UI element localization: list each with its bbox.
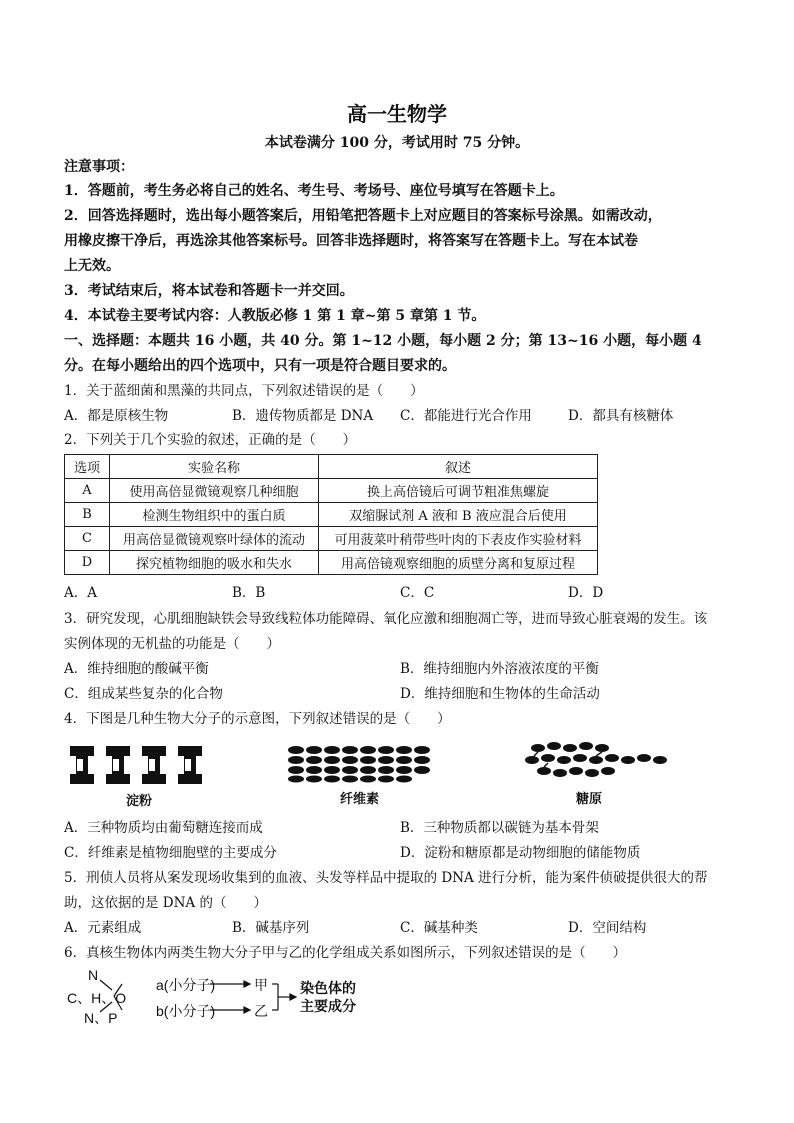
option-b: B．遗传物质都是 DNA bbox=[232, 408, 374, 424]
small-molecule-a: a(小分子) bbox=[156, 977, 216, 993]
result-label: 染色体的 bbox=[300, 981, 356, 997]
cellulose-illustration bbox=[286, 742, 436, 784]
table-cell: 探究植物细胞的吸水和失水 bbox=[110, 551, 319, 575]
option-c: C．都能进行光合作用 bbox=[400, 408, 532, 424]
table-cell: A bbox=[65, 479, 110, 503]
option-a: A．元素组成 bbox=[64, 920, 142, 936]
option-b: B．B bbox=[232, 585, 266, 601]
option-d: D．D bbox=[568, 585, 604, 601]
option-a: A．A bbox=[64, 585, 97, 601]
table-header: 实验名称 bbox=[110, 455, 319, 479]
table-header: 叙述 bbox=[319, 455, 598, 479]
table-row bbox=[65, 527, 598, 551]
notice-item: 4．本试卷主要考试内容：人教版必修 1 第 1 章~第 5 章第 1 节。 bbox=[64, 308, 486, 324]
option-d: D．都具有核糖体 bbox=[568, 408, 674, 424]
np-label: N、P bbox=[84, 1010, 118, 1026]
notice-item: 3．考试结束后，将本试卷和答题卡一并交回。 bbox=[64, 283, 354, 299]
table-cell: 用高倍镜观察细胞的质壁分离和复原过程 bbox=[319, 551, 598, 575]
question-stem: 实例体现的无机盐的功能是（ ） bbox=[64, 636, 280, 652]
option-c: C．C bbox=[400, 585, 435, 601]
table-cell: 换上高倍镜后可调节粗准焦螺旋 bbox=[319, 479, 598, 503]
macromolecule-jia: 甲 bbox=[254, 977, 268, 993]
nitrogen-label: N bbox=[88, 967, 99, 983]
notice-item: 上无效。 bbox=[64, 258, 120, 274]
cho-label: C、H、O bbox=[67, 990, 127, 1006]
starch-label: 淀粉 bbox=[126, 794, 153, 809]
question-stem: 助，这依据的是 DNA 的（ ） bbox=[64, 895, 267, 911]
table-cell: B bbox=[65, 503, 110, 527]
option-d: D．淀粉和糖原都是动物细胞的储能物质 bbox=[400, 845, 641, 861]
option-c: C．组成某些复杂的化合物 bbox=[64, 686, 223, 702]
page-title: 高一生物学 bbox=[347, 102, 447, 126]
notice-item: 2．回答选择题时，选出每小题答案后，用铅笔把答题卡上对应题目的答案标号涂黑。如需改动， bbox=[64, 208, 662, 224]
table-header-row bbox=[65, 455, 598, 479]
question-stem: 5．刑侦人员将从案发现场收集到的血液、头发等样品中提取的 DNA 进行分析，能为案件侦破提供很大的帮 bbox=[64, 870, 708, 886]
section-heading: 一、选择题：本题共 16 小题，共 40 分。第 1~12 小题，每小题 2 分；第 13~16 小题，每小题 4 bbox=[64, 333, 702, 349]
starch-illustration bbox=[66, 742, 216, 788]
notice-heading: 注意事项： bbox=[64, 159, 134, 175]
experiment-table bbox=[64, 454, 598, 575]
option-d: D．维持细胞和生物体的生命活动 bbox=[400, 686, 600, 702]
table-cell: 检测生物组织中的蛋白质 bbox=[110, 503, 319, 527]
table-cell: 用高倍显微镜观察叶绿体的流动 bbox=[110, 527, 319, 551]
option-b: B．维持细胞内外溶液浓度的平衡 bbox=[400, 661, 599, 677]
option-d: D．空间结构 bbox=[568, 920, 647, 936]
table-cell: 可用菠菜叶稍带些叶肉的下表皮作实验材料 bbox=[319, 527, 598, 551]
option-b: B．碱基序列 bbox=[232, 920, 310, 936]
glycogen-illustration bbox=[524, 738, 674, 784]
macromolecule-yi: 乙 bbox=[254, 1003, 268, 1019]
notice-item: 1．答题前，考生务必将自己的姓名、考生号、考场号、座位号填写在答题卡上。 bbox=[64, 183, 564, 199]
option-c: C．纤维素是植物细胞壁的主要成分 bbox=[64, 845, 277, 861]
table-row bbox=[65, 503, 598, 527]
option-c: C．碱基种类 bbox=[400, 920, 478, 936]
table-cell: C bbox=[65, 527, 110, 551]
table-cell: 使用高倍显微镜观察几种细胞 bbox=[110, 479, 319, 503]
section-heading: 分。在每小题给出的四个选项中，只有一项是符合题目要求的。 bbox=[64, 358, 456, 374]
table-cell: D bbox=[65, 551, 110, 575]
table-row bbox=[65, 479, 598, 503]
exam-info: 本试卷满分 100 分，考试用时 75 分钟。 bbox=[264, 135, 530, 151]
notice-item: 用橡皮擦干净后，再选涂其他答案标号。回答非选择题时，将答案写在答题卡上。写在本试卷 bbox=[64, 233, 638, 249]
question-stem: 6．真核生物体内两类生物大分子甲与乙的化学组成关系如图所示，下列叙述错误的是（ ） bbox=[64, 945, 627, 961]
question-stem: 2．下列关于几个实验的叙述，正确的是（ ） bbox=[64, 432, 357, 448]
option-a: A．都是原核生物 bbox=[64, 408, 169, 424]
question-stem: 3．研究发现，心肌细胞缺铁会导致线粒体功能障碍、氧化应激和细胞凋亡等，进而导致心脏衰竭的发生。该 bbox=[64, 611, 708, 627]
question-stem: 4．下图是几种生物大分子的示意图，下列叙述错误的是（ ） bbox=[64, 711, 451, 727]
cellulose-label: 纤维素 bbox=[340, 792, 380, 807]
option-a: A．维持细胞的酸碱平衡 bbox=[64, 661, 209, 677]
table-header: 选项 bbox=[65, 455, 110, 479]
glycogen-label: 糖原 bbox=[576, 792, 603, 807]
result-label: 主要成分 bbox=[300, 999, 356, 1015]
table-row bbox=[65, 551, 598, 575]
option-a: A．三种物质均由葡萄糖连接而成 bbox=[64, 820, 263, 836]
question-stem: 1．关于蓝细菌和黑藻的共同点，下列叙述错误的是（ ） bbox=[64, 383, 424, 399]
table-cell: 双缩脲试剂 A 液和 B 液应混合后使用 bbox=[319, 503, 598, 527]
option-b: B．三种物质都以碳链为基本骨架 bbox=[400, 820, 599, 836]
small-molecule-b: b(小分子) bbox=[156, 1003, 216, 1019]
